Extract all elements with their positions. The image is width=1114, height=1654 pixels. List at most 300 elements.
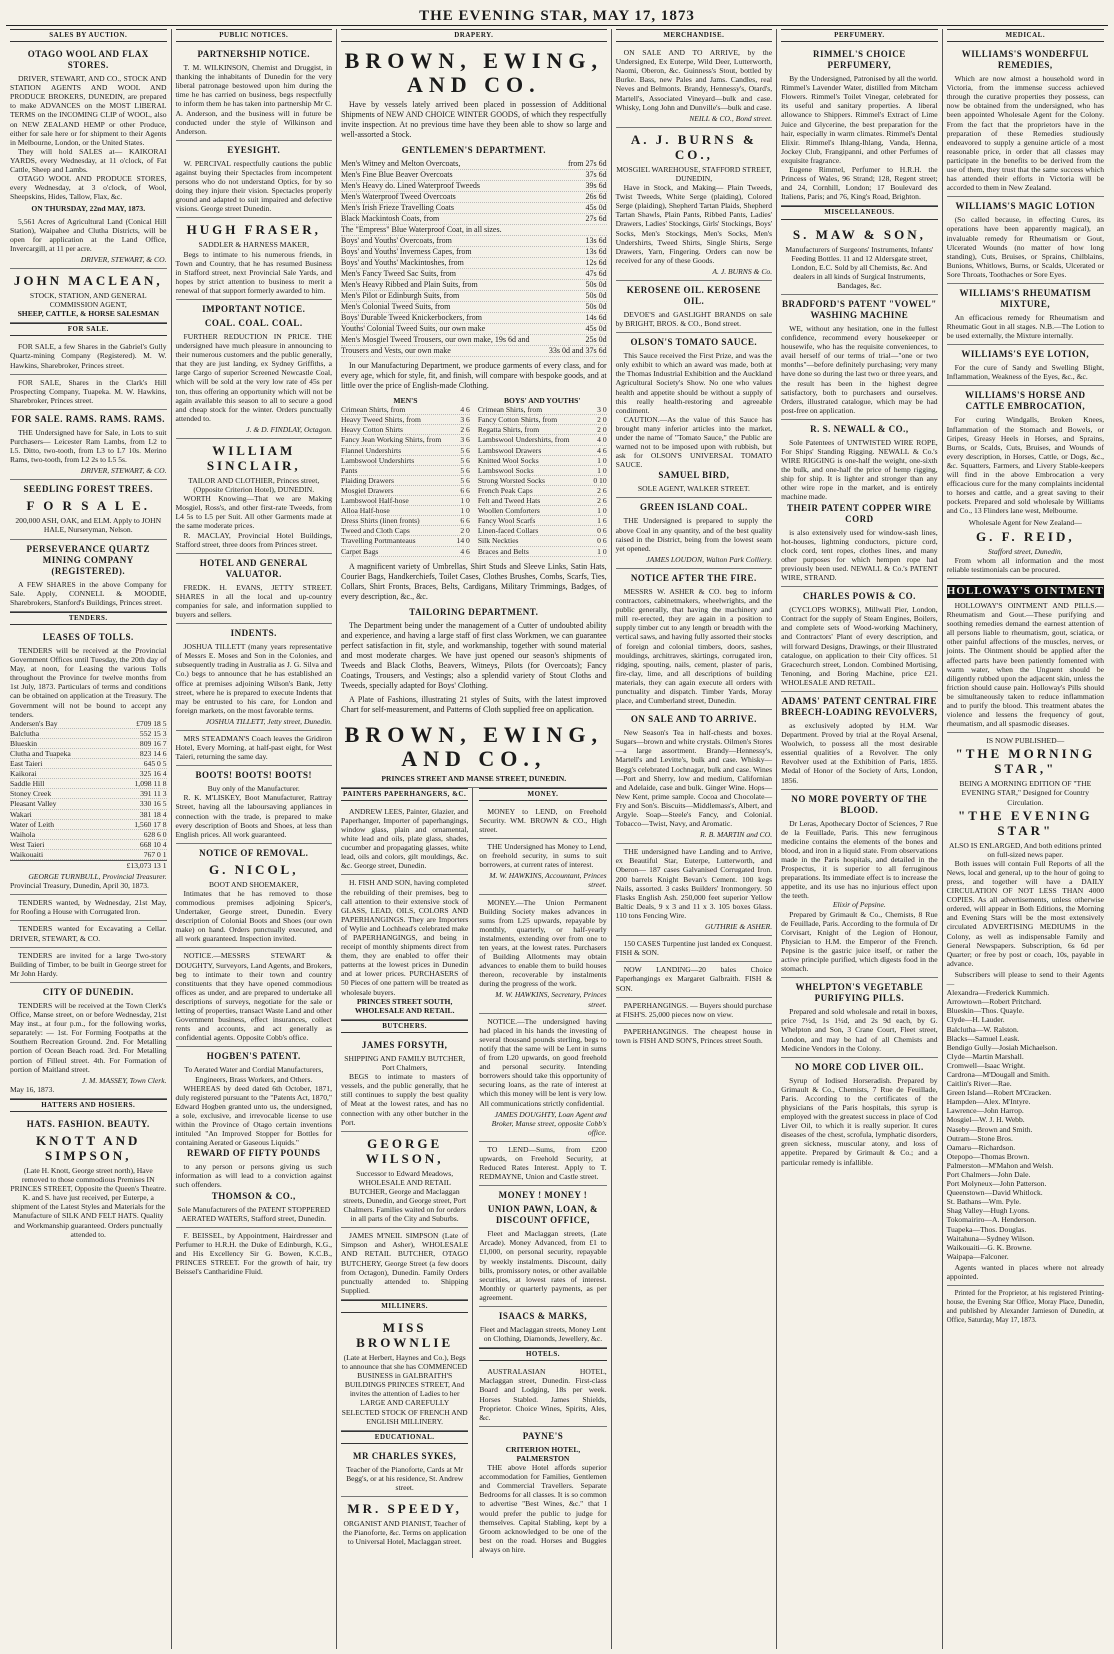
column-header: PERFUMERY. [781,29,938,42]
ad-title: CITY OF DUNEDIN. [42,986,134,997]
ad-body: TENDERS will be received at the Town Clerk's Office, Manse street, on or before Wednesday, 21st May inst., at four p.m., for the following works, separately: — 1st. For Forming Footpaths at the Southern Recreation Ground. 2nd. For Metalling portion of Ocean Beach road. 3rd. For Metalling portion of Filleul street. 4th. For Formation of portion of Maitland street. [10,1000,167,1074]
boys-table [478,396,607,557]
advertisement [176,948,333,1047]
row-value: 50s 0d [585,291,607,301]
ad-title: NO MORE POVERTY OF THE BLOOD. [791,793,928,815]
row-value: 628 6 0 [143,829,167,839]
ad-body: MONEY.—The Union Permanent Building Society makes advances in sums from L25 upwards, repayable by monthly, quarterly, or half-yearly instalments, extending over from one to ten years, at the lowest rates. Purchasers of Building Allotments may obtain advances to enable them to build houses thereon, recoverable by instalments during the progress of the work. [479,897,607,989]
row-label: Clutha and Tuapeka [10,748,71,758]
row-value: from 27s 6d [567,159,607,169]
ad-body: ORGANIST AND PIANIST, Teacher of the Pianoforte, &c. Terms on application to Universal Hotel, Maclaggan street. [342,1519,467,1547]
ad-body: T. M. WILKINSON, Chemist and Druggist, in thanking the inhabitants of Dunedin for the very liberal patronage bestowed upon him during the time he has carried on business, begs respectfully to inform them he has taken into partnership Mr C. A. Anderson, and the business will in future be conducted under the style of Wilkinson and Anderson. [175,63,332,136]
ad-signature: JOSHUA TILLETT, Jetty street, Dunedin. [205,716,332,726]
row-value: 1 0 [460,496,470,506]
table-row [10,759,167,769]
list-item: Clyde—H. Lauder. [946,1015,1005,1025]
list-item: St. Bathans—Wm. Pyle. [946,1197,1022,1207]
table-row [10,840,167,850]
table-heading: BOYS' AND YOUTHS' [503,396,581,406]
table-row [478,516,607,526]
row-label: West Taieri [10,839,45,849]
ad-body: AUSTRALASIAN HOTEL, Maclaggan street, Dunedin. First-class Board and Lodging, 18s per week. Horses Stabled. James Shields, Proprietor. Choice Wines, Spirits, Ales, &c. [479,1367,607,1422]
table-row [478,466,607,476]
table-row [341,346,607,357]
list-item: Hampden—Alex. M'Intyre. [946,1097,1031,1107]
ad-title: BRADFORD'S PATENT "VOWEL" WASHING MACHINE [781,298,937,320]
row-label: Boys' and Youths' Overcoats, from [341,236,452,246]
agent-address: Stafford street, Dunedin, [988,546,1063,556]
agent-line: Wholesale Agent for New Zealand— [968,518,1082,528]
ad-body: to any person or persons giving us such information as will lead to a conviction against such offenders. [175,1162,332,1190]
ad-body: Dr Leras, Apothecary Doctor of Sciences, 7 Rue de la Feuillade, Paris. This new ferruginous medicine contains the elements of the bones and blood, and iron in a liquid state. From observations made in the Paris hospitals, and detailed in the Prospectus, it is superior to all ferruginous preparations. Its immediate effect is to increase the appetite, and its use has no injurious effect upon the teeth. [781,818,938,901]
advertisement [479,1186,606,1307]
ad-body: OTAGO WOOL AND PRODUCE STORES, every Wednesday, at 3 o'clock, of Wool, Sheepskins, Hides, Tallow, Flax, &c. [10,174,167,202]
table-row [341,335,607,346]
row-label: Lambswool Undershirts, from [477,435,570,445]
ad-body: From whom all information and the most reliable testimonials can be procured. [946,555,1104,574]
ad-body: (Late H. Knott, George street north), Have removed to those commodious Premises IN PRINCES STREET, Opposite the Queen's Theatre. K. and S. have just received, per Euterpe, a shipment of the Latest Styles and Materials for the Manufacture of SILK AND FELT HATS. Quality and Workmanship guaranteed. Orders punctually attended to. [10,1165,167,1239]
row-label: French Peak Caps [477,485,533,495]
ad-subtitle: ALSO IS ENLARGED, And both editions printed on full-sized news paper. [949,840,1102,859]
row-value: 391 11 3 [140,789,167,799]
ad-title: WILLIAM SINCLAIR, [206,443,301,473]
lower-left [341,788,473,1558]
row-label: Lambswool Half-hose [341,496,409,506]
ad-body: WE, without any hesitation, one in the fullest confidence, recommend every housekeeper or housewife, who has the requisite conveniences, to avail herself of our terms of trial—"one or two months"—before definitely purchasing; very many have done so during the last two or three years, and the result has been in the highest degree satisfactory, both to purchasers and ourselves. Orders, illustrated catalogue, which may be had post-free on application. [781,323,938,415]
advertisement [176,300,333,439]
row-value: 13s 6d [585,236,607,246]
ad-title: HOTEL AND GENERAL VALUATOR. [199,557,308,579]
row-label: Tweed and Cloth Caps [341,526,410,536]
advertisement [616,569,773,710]
list-item: Outram—Stone Bros. [946,1133,1013,1143]
section-subhead: TAILORING DEPARTMENT. [409,606,539,617]
table-row [341,236,607,247]
ad-body: CAUTION.—As the value of this Sauce has brought many inferior articles into the market, under the name of "Tomato Sauce," the Public are warned not to be imposed upon with rubbish, but ask for OLSON'S UNIVERSAL TOMATO SAUCE. [615,414,773,470]
table-row [341,506,470,516]
table-row [341,302,607,313]
row-label: Dress Shirts (linen fronts) [341,516,420,526]
ad-body: Eugene Rimmel, Perfumer to H.R.H. the Princess of Wales, 96 Strand; 128, Regent street; and 24, Cornhill, London; 17 Boulevard des Italiens, Paris; and 76, King's Road, Brighton. [781,165,938,202]
advertisement [341,1036,468,1132]
ad-title: BROWN, EWING, AND CO. [344,48,603,98]
advertisement [616,128,773,281]
row-label: Saddle Hill [10,779,45,789]
table-row [478,446,607,456]
list-item: Caitlin's River—Rae. [946,1079,1012,1089]
ad-subtitle: Elixir of Pepsine. [832,900,886,910]
ad-body: FREDK. H. EVANS, JETTY STREET. SHARES in all the local and up-country companies for sale, and information supplied to buyers and sellers. [175,582,332,620]
ad-body: FOR SALE, Shares in the Clark's Hill Prospecting Company, Tuapeka. M. W. Hawkins, Sharebroker, Princes street. [10,377,167,405]
list-item: Waipapa—Falconer. [946,1251,1009,1261]
column-header: MEDICAL. [947,29,1104,42]
list-item: Shag Valley—Hugh Lyons. [946,1206,1030,1216]
advertisement [947,579,1104,733]
row-value: 330 16 5 [139,799,167,809]
advertisement [176,731,333,766]
advertisement [947,1286,1104,1329]
row-value: 6 6 [460,485,470,495]
advertisement [947,45,1104,197]
row-value: 1 0 [597,455,607,465]
ad-body: 150 CASES Turpentine just landed ex Conquest. FISH & SON. [615,939,773,958]
ad-subtitle: SOLE AGENT, WALKER STREET. [637,484,750,494]
ad-address: PRINCES STREET SOUTH, WHOLESALE AND RETAIL. [354,996,455,1015]
advertisement [176,141,333,219]
ad-body: THE Undersigned is prepared to supply the above Coal in any quantity, and of the best quality raised in the District, being from the lowest seam yet opened. [615,516,773,553]
row-label: Heavy Cotton Shirts [341,425,404,435]
ad-body: Teacher of the Pianoforte, Cards at Mr Begg's, or at his residence, St. Andrew street. [346,1464,464,1493]
advertisement [176,766,333,844]
table-row [341,405,470,415]
row-value: 4 0 [597,435,607,445]
advertisement [947,284,1104,345]
column-header: DRAPERY. [341,29,607,42]
ad-body: A FEW SHARES in the above Company for Sale. Apply, CONNELL & MOODIE, Sharebrokers, Stanford's Buildings, Princes street. [10,579,167,607]
ad-title: WILLIAMS'S MAGIC LOTION [955,201,1096,212]
row-value: 5 6 [460,455,470,465]
ad-body: Have in Stock, and Making— Plain Tweeds, Twist Tweeds, White Serge (plaiding), Colored Serge (plaiding), Shepherd Tartan Plaids, Shepherd Tartan Shawls, Plain Pants, Ribbed Pants, Ladies' Drawers, Ladies' Stockings, Girls' Stockings, Boys' Socks, Men's Stockings, Men's Socks, Men's Undershirts, Tweed Shirts, Single Shirts, Serge Drawers, Yarn, Fingering. Orders can now be received for any of these Goods. [615,183,773,265]
ad-body: WHEREAS by deed dated 6th October, 1871, duly registered pursuant to the "Patents Act, 1870," Edward Hogben granted unto us, the undersigned, a sole, exclusive, and irrevocable license to use within the Province of Otago certain inventions intituled "An Improved Stopper for Bottles for containing Aerated or Gaseous Liquids." [175,1083,332,1148]
table-row [341,435,470,445]
row-label: Men's Witney and Melton Overcoats, [341,159,461,169]
advertisement [176,554,333,624]
table-row [341,415,470,425]
advertisement [781,978,938,1057]
row-value: 2 6 [597,485,607,495]
row-value: 6 6 [460,516,470,526]
ad-title: OLSON'S TOMATO SAUCE. [630,337,758,348]
row-label: The "Empress" Blue Waterproof Coat, in all sizes. [341,225,502,235]
ad-body: DEVOE'S and GASLIGHT BRANDS on sale by BRIGHT, BROS. & CO., Bond street. [615,309,773,329]
ad-body: R. K. M'LISKEY, Boot Manufacturer, Rattray Street, having all the laboursaving appliances in connection with the trade, is prepared to make every description of Boots and Shoes, at less than English prices. All work guaranteed. [175,793,332,839]
ad-subtitle: SHIPPING AND FAMILY BUTCHER, Port Chalmers, [344,1053,466,1073]
ad-body: TENDERS will be received at the Provincial Government Offices until Tuesday, the 20th day of May, at noon, for Leasing the various Tolls throughout the Province for twelve months from 1st July, 1873. Particulars of terms and conditions can be obtained on application at the Treasury. The Government will not be bound to accept any tenders. [10,645,167,719]
table-row [341,446,470,456]
row-label: Men's Pilot or Edinburgh Suits, from [341,291,460,301]
list-item: Naseby—Brown and Smith. [946,1124,1033,1134]
ad-body: NOTICE.—The undersigned having had placed in his hands the investing of several thousand pounds sterling, begs to notify that the same will be Lent in sums of from L20 upwards, on good freehold and personal security. Intending borrowers should take this opportunity of securing loans, as the rate of interest at which this money will be lent is very low. All communications strictly confidential. [479,1016,607,1108]
advertisement [10,339,167,374]
table-row [341,280,607,291]
advertisement [10,921,167,947]
row-value: 4 6 [460,546,470,556]
advertisement [947,197,1104,284]
ad-title: CHARLES POWIS & CO. [802,591,916,602]
row-value: 14s 6d [585,313,607,323]
advertisement [781,790,938,979]
ad-body: PAPERHANGINGS. — Buyers should purchase at FISH'S. 25,000 pieces now on view. [615,1000,773,1019]
table-row [478,435,607,445]
ad-title: HOGBEN'S PATENT. [206,1051,301,1062]
advertisement [10,410,167,480]
list-item: Cromwell—Isaac Wright. [946,1060,1026,1070]
row-value: 1 0 [597,465,607,475]
row-label: Boys' Durable Tweed Knickerbockers, from [341,313,482,323]
ad-title: UNION PAWN, LOAN, & DISCOUNT OFFICE, [487,1204,599,1226]
row-label: Plaiding Drawers [341,475,394,485]
row-label: Boys' and Youths' Mackintoshes, from [341,258,464,268]
ad-body: Have by vessels lately arrived been placed in possession of Additional Shipments of NEW AND CHOICE WINTER GOODS, of which they respectfully invite inspection. At no previous time have they been able to show so large and well-assorted a Stock. [341,100,607,140]
row-value: 1 0 [460,506,470,516]
row-value: 381 18 4 [139,809,167,819]
ad-title: KEROSENE OIL. KEROSENE OIL. [626,284,761,306]
imprint: Printed for the Proprietor, at his registered Printing-house, the Evening Star Office, Moray Place, Dunedin, and published by Alexander Jamieson of Dunedin, at Office, Saturday, May 17, 1873. [946,1289,1104,1325]
row-label: Men's Heavy Ribbed and Plain Suits, from [341,280,478,290]
advertisement [947,733,1104,1286]
advertisement [176,1047,333,1227]
ad-body: Which are now almost a household word in Victoria, from the immense success achieved through the curative properties they possess, can now be obtained from the undersigned, who has been appointed Wholesale Agent for the Colony. From the fact that the proprietors have in the preparation of these Remedies studiously endeavored to supply a genuine article of a most reasonable price, in order that all classes may participate in the benefits to be derived from the use of them, they trust that the same success which has attended their efforts in Victoria will be accorded to them in New Zealand. [946,74,1104,193]
section-header: HOTELS. [479,1348,606,1361]
ad-title: COAL. COAL. COAL. [204,317,303,328]
ad-body: FURTHER REDUCTION IN PRICE. THE undersigned have much pleasure in announcing to their numerous customers and the public generally, that they are just landing, ex Sydney Griffiths, a large Cargo of superior Screened Newcastle Coal, which will be sold at the very low rate of 45s per ton, thus offering an opportunity which will not be again available this season to all to secure a good and cheap stock for the winter. Orders punctually attended to. [175,331,332,423]
ad-signature: J. M. MASSEY, Town Clerk. [81,1075,167,1085]
ad-body: Fleet and Maclaggan streets, (Late Arcade). Money Advanced, from £1 to £1,000, on personal security, repayable by weekly instalments. Discount, daily bills, promissory notes, or other available securities, at lowest rates of interest. Monthly or quarterly payments, as per agreement. [479,1229,607,1302]
list-item: Tuapeka—Thos. Douglas. [946,1224,1027,1234]
advertisement [781,1058,938,1171]
ad-body: BEGS to intimate to masters of vessels, and the public generally, that he still continues to supply the best quality of Meat at the lowest rates, and has no connection with any other butcher in the Port. [341,1072,469,1127]
ad-body: (CYCLOPS WORKS), Millwall Pier, London, Contract for the supply of Steam Engines, Boilers, and complete sets of Wood-working Machinery, and Contractors' Plant of every description, and will forward Designs, Drawings, or their Illustrated catalogue, on application to their City offices. 51 Gracechurch street, London. Combined Mortising, Tenoning, and Boring Machine, price £21. WHOLESALE AND RETAIL. [781,605,938,687]
advertisement [479,1014,606,1142]
ad-title: GREEN ISLAND COAL. [639,502,748,513]
table-row [478,486,607,496]
table-row [478,415,607,425]
table-row [341,486,470,496]
list-item: Waikouaiti—G. K. Browne. [946,1242,1032,1252]
row-label: Carpet Bags [341,546,379,556]
ad-body: Manufacturers of Surgeons' Instruments, Infants' Feeding Bottles. 11 and 12 Aldersgate street, London, E.C. Sold by all Chemists, &c. And dealers in all kinds of Surgical Instruments, Bandages, &c. [785,244,934,290]
table-row [10,850,167,860]
row-value: 1,560 17 8 [134,819,167,829]
advertisement [479,839,606,894]
advertisement [616,498,773,568]
table-row [10,769,167,779]
row-label: Lambswool Drawers [477,445,542,455]
row-label: Flannel Undershirts [341,445,402,455]
advertisement [10,983,167,1099]
ad-body: Prepared by Grimault & Co., Chemists, 8 Rue de Feuillade, Paris. According to the formula of Dr Corvisart, Knight of the Legion of Honour, Physician to H.M. the Emperor of the French. Pepsine is the gastric juice itself, or rather the active principle purified, which digests food in the stomach. [781,909,938,974]
ad-body: FOR SALE, a few Shares in the Gabriel's Gully Quartz-mining Company (Registered). M. W. Hawkins, Sharebroker, Princes street. [10,342,167,370]
row-label: Lambswool Socks [477,465,534,475]
boys-list [478,405,607,556]
row-label: Woollen Comforters [477,506,540,516]
column-header: SALES BY AUCTION. [10,29,167,42]
ad-body: An efficacious remedy for Rheumatism and Rheumatic Gout in all stages. N.B.—The Lotion to be used externally, the Mixture internally. [946,312,1104,341]
ad-title: ON SALE AND TO ARRIVE. [630,714,757,725]
row-label: Boys' and Youths' Inverness Capes, from [341,247,472,257]
row-value: 5 6 [460,475,470,485]
table-row [478,405,607,415]
ad-signature: JAMES DOUGHTY, Loan Agent and Broker, Manse street, opposite Cobb's office. [491,1109,607,1137]
row-value: 2 0 [597,415,607,425]
table-row [10,820,167,830]
row-label: Stoney Creek [10,789,52,799]
ad-body: THE Undersigned has Money to Lend, on freehold security, in sums to suit borrowers, at current rates of interest. [479,842,607,870]
ad-address: PRINCES STREET AND MANSE STREET, DUNEDIN. [381,773,567,783]
table-row [341,214,607,225]
shirts-tables [341,396,607,557]
ad-body: F. BEISSEL, by Appointment, Hairdresser and Perfumer to H.R.H. the Duke of Edinburgh, K.G., and His Excellency Sir G. Bowen, K.C.B., PRINCES STREET. For the growth of hair, try Beissel's Cantharidine Fluid. [175,1230,332,1277]
list-item: Bendigo Gully—Josiah Michaelson. [946,1042,1058,1052]
ad-title: G. NICOL, [209,861,299,877]
row-label: Silk Neckties [477,536,519,546]
advertisement [479,1142,606,1186]
masthead: THE EVENING STAR, MAY 17, 1873 [6,6,1108,26]
table-row [341,425,470,435]
row-value: 767 0 1 [143,849,167,859]
table-row [341,476,470,486]
ad-title: MISS BROWNLIE [356,1320,454,1350]
ad-title: FOR SALE. RAMS. RAMS. RAMS. [11,413,165,424]
row-label: Blueskin [10,738,38,748]
list-item: Queenstown—David Whitlock. [946,1188,1043,1198]
mens-table [341,396,470,557]
ad-title: IMPORTANT NOTICE. [202,303,306,314]
ad-subtitle: MOSGIEL WAREHOUSE, STAFFORD STREET, DUNEDIN, [616,164,772,183]
advertisement [616,1024,773,1049]
row-label: Felt and Tweed Hats [477,496,541,506]
ad-body: This Sauce received the First Prize, and was the only exhibit to which an award was made, both at the Thomas Industrial Exhibition and the Auckland Agricultural Society's Show. No one who values health and appetite should be without a supply of this really health-restoring and agreeable condiment. [615,351,773,415]
row-value: £709 18 5 [136,718,167,728]
row-label: Men's Waterproof Tweed Overcoats [341,192,456,202]
row-label: Balclutha [10,728,40,738]
ad-body: Fleet and Maclaggan streets, Money Lent on Clothing, Diamonds, Jewellery, &c. [479,1325,607,1344]
table-row [341,269,607,280]
advertisement [479,804,606,839]
list-item: Blueskin—Thos. Quayle. [946,1006,1025,1016]
advertisement [781,587,938,692]
table-row [10,779,167,789]
list-item: Oamaru—Richardson. [946,1142,1016,1152]
table-row [341,496,470,506]
table-row [478,476,607,486]
ad-date: Provincial Treasury, Dunedin, April 30, 1873. [10,881,149,891]
row-value: 1,098 11 8 [134,779,167,789]
row-label: Regatta Shirts, from [477,425,540,435]
ad-body: A Plate of Fashions, illustrating 21 styles of Suits, with the latest improved Chart for self-measurement, and Patterns of Cloth supplied free on application. [341,694,607,714]
ad-title: BROWN, EWING, AND CO., [344,721,603,771]
ad-body: Both issues will contain Full Reports of all the News, local and general, up to the hour of going to press, and together will have a DAILY CIRCULATION OF NOT LESS THAN 4000 COPIES. As all advertisements, unless otherwise ordered, will appear in Both Editions, the Morning and Evening Stars will be the most extensively circulated ADVERTISING MEDIUMS in the Colony, as well as indispensable Family and General Newspapers. Subscription, 6s 6d per Quarter; or free by post or coach, 10s, payable in advance. [946,858,1104,968]
row-label: Fancy Wool Scarfs [477,516,536,526]
ad-body: Begs to intimate to his numerous friends, in Town and Country, that he has resumed Business in Stafford street, next Provincial Sale Yards, and hopes by strict attention to business to merit a renewal of that support formerly awarded to him. [175,249,332,295]
ad-title: BOOTS! BOOTS! BOOTS! [195,770,313,781]
ad-body: THE undersigned have Landing and to Arrive, ex Beautiful Star, Euterpe, Lutterworth, and Oberon— 187 cases Galvanised Corrugated Iron. 200 barrels Knight Bevan's Cement. 100 kegs Nails, assorted. 3 casks Builders' Ironmongery. 50 Flasks English Ash. 250,000 feet superior Yellow Baltic Deals, 9 x 3 and 11 x 3. 105 boxes Glass. 110 tons Fencing Wire. [615,847,773,920]
list-item: Blacks—Samuel Leask. [946,1033,1020,1043]
list-item: Port Molyneux—John Patterson. [946,1179,1047,1189]
row-label: Strong Worsted Socks [477,475,545,485]
ad-signature: M. W. HAWKINS, Secretary, Princes street. [495,990,607,1009]
section-header: BUTCHERS. [341,1020,468,1033]
ad-title: PERSEVERANCE QUARTZ MINING COMPANY (REGISTERED). [26,543,150,576]
advertisement [947,386,1104,578]
ad-title: A. J. BURNS & CO., [630,131,757,162]
advertisement [10,480,167,539]
ad-subtitle: BOOT AND SHOEMAKER, [208,879,299,889]
row-value: 552 15 3 [139,728,167,738]
row-value: 668 10 4 [139,839,167,849]
ad-title: OTAGO WOOL AND FLAX STORES. [27,49,149,71]
advertisement [616,710,773,844]
row-label: Heavy Tweed Shirts, from [341,415,421,425]
advertisement [341,1316,468,1431]
ad-kicker: IS NOW PUBLISHED— [986,736,1065,746]
advertisement [341,804,468,876]
list-item: Tokomairiro—A. Henderson. [946,1215,1037,1225]
row-label: Men's Fine Blue Beaver Overcoats [341,170,453,180]
ad-signature: A. J. BURNS & Co. [712,266,773,276]
column-drapery [337,29,612,1649]
section-header: PAINTERS PAPERHANGERS, &C. [341,788,468,801]
tolls-table [10,719,167,860]
ad-body: 200,000 ASH, OAK, and ELM. Apply to JOHN HALE, Nurseryman, Nelson. [15,516,162,535]
ad-body: In our Manufacturing Department, we produce garments of every class, and for every age, which for style, fit, and finish, will compare with bespoke goods, and at little over the price of English-made Clothing. [341,361,607,391]
ad-title: ISAACS & MARKS, [498,1311,588,1321]
row-label: Crimean Shirts, from [477,405,543,415]
row-value: 5 6 [460,445,470,455]
row-value: 4 6 [460,405,470,415]
gents-price-list [341,159,607,357]
advertisement [10,895,167,921]
column-header: MERCHANDISE. [616,29,773,42]
section-subhead: GENTLEMEN'S DEPARTMENT. [401,145,546,156]
row-value: 809 16 7 [139,738,167,748]
ad-body: JAMES M'NEIL SIMPSON (Late of Simpson and Asher), WHOLESALE AND RETAIL BUTCHER, OTAGO BUTCHERY, George Street (a few doors from Octagon), Dunedin. Family Orders punctually attended to. Shipping Supplied. [341,1231,469,1295]
row-value: 1 0 [597,506,607,516]
row-label: Alloa Half-hose [341,506,390,516]
table-row [341,258,607,269]
table-row [341,192,607,203]
ad-body: (Late at Herbert, Haynes and Co.), Begs to announce that she has COMMENCED BUSINESS in GALBRAITH'S BUILDINGS PRINCES STREET, And invites the attention of Ladies to her LARGE AND CAREFULLY SELECTED STOCK OF FRENCH AND ENGLISH MILLINERY. [341,1353,468,1426]
row-value: 2 6 [597,496,607,506]
ad-body: The Department being under the management of a Cutter of undoubted ability and experience, and having a large staff of first class Workmen, we can guarantee perfect satisfaction in fit, style, and workmanship, together with sound material and most moderate charges. We have just opened our season's shipments of Tweeds and Black Cloths, Beavers, Witneys, Pilots (for Overcoats); Fancy Coatings, Trousers, and Vestings; also a splendid variety of Stout Cloths and Tweeds, specially adapted for Boys' Clothing. [341,620,607,690]
list-item: Arrowtown—Robert Pritchard. [946,997,1042,1007]
ad-body: TO LEND—Sums, from £200 upwards, on Freehold Security, at Reduced Rates Interest. Apply to T. REDMAYNE, Union and Castle street. [479,1144,607,1182]
table-row [341,516,470,526]
table-row [341,159,607,170]
row-value: 3 0 [597,405,607,415]
row-label: Linen-faced Collars [477,526,539,536]
table-row [341,247,607,258]
table-row [478,536,607,546]
holloway-banner: HOLLOWAY'S OINTMENT [946,584,1104,597]
table-row [341,170,607,181]
row-label: Men's Heavy do. Lined Waterproof Tweeds [341,181,481,191]
row-label: Knitted Wool Socks [477,455,539,465]
ad-body: ANDREW LEES, Painter, Glazier, and Paperhanger, Importer of paperhangings, window glass, plain and ornamental, white lead and oils, plate glass, shades, cucumber and propagating glasses, white lead, oils and colors, gilt mouldings, &c. &c. George street, Dunedin. [341,806,469,871]
ad-title: F O R S A L E. [26,498,151,514]
row-label: Braces and Belts [477,546,529,556]
row-label: Men's Mosgiel Tweed Trousers, our own make, 19s 6d and [341,335,530,345]
ad-body: MRS STEADMAN'S Coach leaves the Gridiron Hotel, Every Morning, at half-past eight, for West Taieri, returning the same day. [175,733,332,762]
table-row [478,425,607,435]
advertisement [479,1364,606,1427]
ad-footer: SHEEP, CATTLE, & HORSE SALESMAN [17,309,159,319]
row-label: Pants [341,465,358,475]
advertisement [341,1132,468,1229]
table-row [341,313,607,324]
ad-body: is also extensively used for window-sash lines, hot-houses, lightning conductors, picture cord, clock cord, tent ropes, clothes lines, and many other purposes for which hempen rope had previously been used. NEWALL & Co.'s PATENT WIRE, STRAND. [781,527,938,583]
agents-footer: Agents wanted in places where not already appointed. [946,1262,1104,1282]
table-row [341,181,607,192]
ad-body: R. MACLAY, Provincial Hotel Buildings, Stafford street, three doors from Princes street. [175,530,332,549]
advertisement [781,420,938,587]
table-row [10,810,167,820]
advertisement [479,1307,606,1348]
row-label: Men's Irish Frieze Travelling Coats [341,203,454,213]
ad-title: MR CHARLES SYKES, [353,1450,457,1461]
row-label: Mosgiel Drawers [341,485,394,495]
row-value: 3 6 [460,415,470,425]
